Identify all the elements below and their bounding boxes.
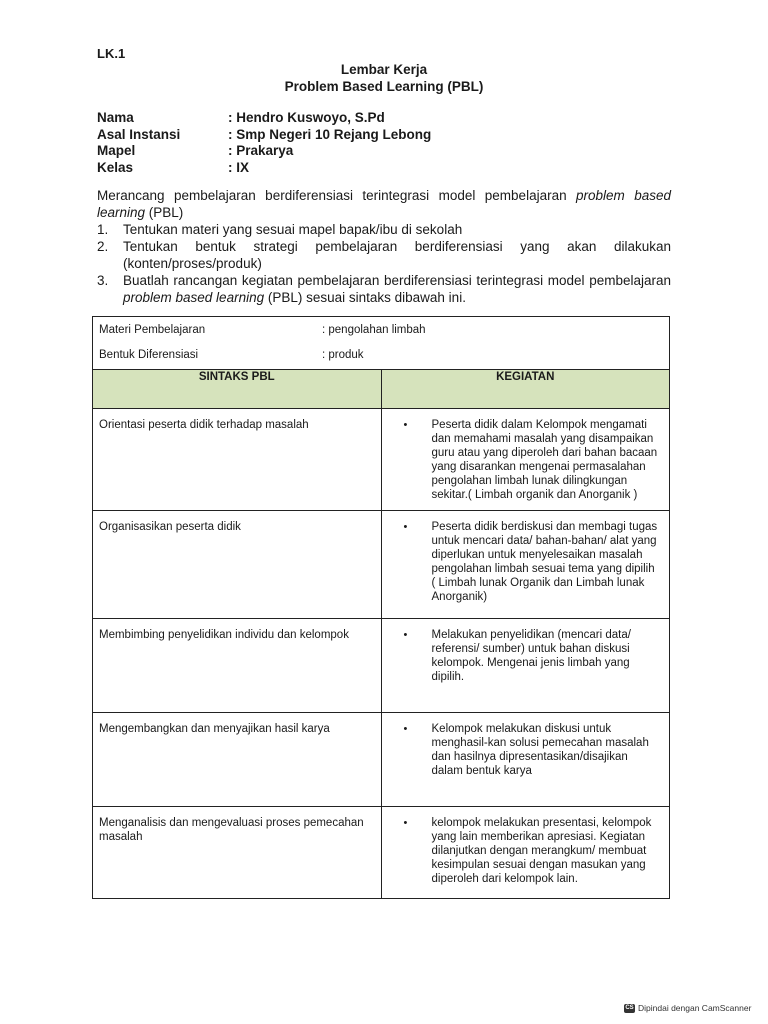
- step-number: 2.: [97, 239, 109, 254]
- step-number: 3.: [97, 273, 109, 288]
- kegiatan-text: Melakukan penyelidikan (mencari data/ referensi/ sumber) untuk bahan diskusi kelompok. Mengenai jenis limbah yang dipilih.: [431, 629, 631, 683]
- bullet-icon: •: [403, 629, 408, 641]
- sintaks-cell: Mengembangkan dan menyajikan hasil karya: [93, 713, 382, 807]
- camscanner-icon: CS: [625, 1005, 634, 1011]
- meta-label: Materi Pembelajaran: [99, 324, 206, 336]
- intro-text: Merancang pembelajaran berdiferensiasi terintegrasi model pembelajaran: [97, 188, 577, 203]
- kegiatan-cell: [381, 713, 670, 807]
- column-header-kegiatan: KEGIATAN: [381, 370, 670, 409]
- table-meta: [93, 317, 670, 370]
- bullet-icon: •: [403, 817, 408, 829]
- bullet-icon: •: [403, 521, 408, 533]
- kegiatan-cell: [381, 619, 670, 713]
- kegiatan-cell: [381, 409, 670, 511]
- kegiatan-cell: [381, 511, 670, 619]
- bullet-icon: •: [403, 419, 408, 431]
- instruction-step: [97, 221, 671, 238]
- identity-row-mapel: [97, 143, 431, 160]
- kegiatan-text: Kelompok melakukan diskusi untuk menghasil-kan solusi pemecahan masalah dan hasilnya dipresentasikan/disajikan dalam bentuk karya: [431, 723, 649, 777]
- watermark-text: Dipindai dengan CamScanner: [638, 1003, 752, 1013]
- identity-label: Nama: [97, 110, 134, 125]
- table-row: [93, 409, 670, 511]
- table-row: [93, 807, 670, 899]
- meta-value: : produk: [322, 349, 364, 361]
- meta-row-materi: [99, 324, 663, 349]
- identity-row-instansi: [97, 127, 431, 144]
- sintaks-cell: Menganalisis dan mengevaluasi proses pemecahan masalah: [93, 807, 382, 899]
- identity-value: : Prakarya: [228, 143, 294, 158]
- identity-row-nama: [97, 110, 431, 127]
- instructions: [97, 187, 671, 306]
- instruction-step: [97, 272, 671, 306]
- step-text: Tentukan bentuk strategi pembelajaran berdiferensiasi yang akan dilakukan (konten/proses/produk): [123, 239, 671, 271]
- identity-value: : Hendro Kuswoyo, S.Pd: [228, 110, 385, 125]
- kegiatan-text: kelompok melakukan presentasi, kelompok yang lain memberikan apresiasi. Kegiatan dilanjutkan dengan merangkum/ membuat kesimpulan sesuai dengan masukan yang diperoleh dari kelompok lain.: [431, 817, 652, 885]
- instructions-intro: [97, 187, 671, 221]
- step-text: [123, 272, 671, 306]
- identity-label: Asal Instansi: [97, 126, 181, 142]
- bullet-icon: •: [403, 723, 408, 735]
- sintaks-cell: Organisasikan peserta didik: [93, 511, 382, 619]
- table-row: [93, 511, 670, 619]
- step-italic-text: problem based learning: [123, 290, 265, 305]
- meta-label: Bentuk Diferensiasi: [99, 349, 199, 361]
- document-code: LK.1: [97, 46, 126, 61]
- kegiatan-text: Peserta didik berdiskusi dan membagi tugas untuk mencari data/ bahan-bahan/ alat yang diperlukan untuk menyelesaikan masalah pengolahan limbah sesuai tema yang dipilih ( Limbah lunak Organik dan Limbah lunak Anorganik): [431, 521, 658, 603]
- meta-value: : pengolahan limbah: [322, 324, 426, 336]
- document-subtitle: Problem Based Learning (PBL): [284, 79, 484, 94]
- meta-row-diferensiasi: [99, 349, 663, 363]
- step-number: 1.: [97, 222, 109, 237]
- identity-value: : Smp Negeri 10 Rejang Lebong: [228, 126, 432, 142]
- identity-label: Mapel: [97, 143, 136, 158]
- step-text-part: Buatlah rancangan kegiatan pembelajaran berdiferensiasi terintegrasi model pembelajaran: [123, 273, 671, 288]
- column-header-sintaks: SINTAKS PBL: [93, 370, 382, 409]
- pbl-table: [92, 316, 670, 899]
- table-row: [93, 713, 670, 807]
- intro-text-end: (PBL): [145, 205, 184, 220]
- table-row: [93, 619, 670, 713]
- identity-row-kelas: [97, 160, 431, 177]
- instruction-step: [97, 238, 671, 272]
- step-text: Tentukan materi yang sesuai mapel bapak/ibu di sekolah: [123, 222, 463, 237]
- identity-block: [97, 110, 431, 176]
- kegiatan-text: Peserta didik dalam Kelompok mengamati dan memahami masalah yang disampaikan guru atau yang diperoleh dari bahan bacaan yang disarankan mengenai permasalahan pengolahan limbah lunak dilingkungan sekitar.( Limbah organik dan Anorganik ): [431, 419, 658, 501]
- instruction-steps: [97, 221, 671, 306]
- step-text-end: (PBL) sesuai sintaks dibawah ini.: [264, 290, 466, 305]
- kegiatan-cell: [381, 807, 670, 899]
- scanner-watermark: [624, 1003, 751, 1013]
- intro-italic-text: problem based learning: [97, 188, 672, 220]
- sintaks-cell: Orientasi peserta didik terhadap masalah: [93, 409, 382, 511]
- sintaks-cell: Membimbing penyelidikan individu dan kelompok: [93, 619, 382, 713]
- document-title: Lembar Kerja: [340, 62, 428, 77]
- identity-label: Kelas: [97, 159, 134, 175]
- identity-value: : IX: [228, 159, 250, 175]
